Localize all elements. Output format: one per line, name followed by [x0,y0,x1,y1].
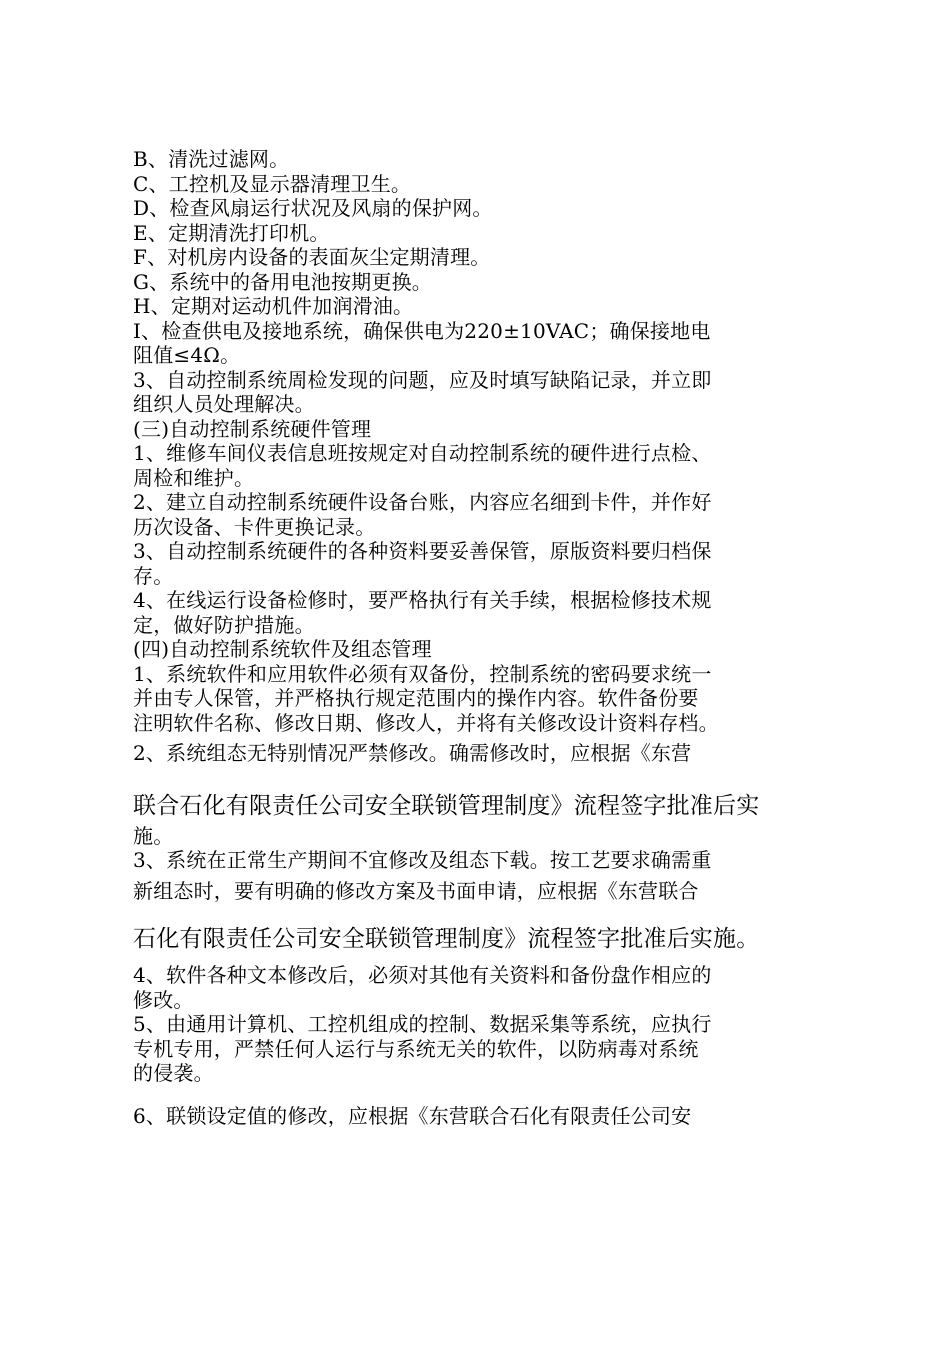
text-line: B、清洗过滤网。 [133,147,290,171]
section-heading: (三)自动控制系统硬件管理 [133,416,372,441]
text-line: E、定期清洗打印机。 [133,220,330,245]
text-line: H、定期对运动机件加润滑油。 [133,294,414,318]
text-line: 注明软件名称、修改日期、修改人，并将有关修改设计资料存档。 [133,710,719,735]
text-line: 3、自动控制系统硬件的各种资料要妥善保管，原版资料要归档保 [133,539,712,563]
text-line: 3、自动控制系统周检发现的问题，应及时填写缺陷记录，并立即 [133,367,712,392]
text-line: 6、联锁设定值的修改，应根据《东营联合石化有限责任公司安 [133,1103,692,1128]
text-line: 并由专人保管，并严格执行规定范围内的操作内容。软件备份要 [133,686,699,710]
text-line: 1、维修车间仪表信息班按规定对自动控制系统的硬件进行点检、 [133,441,712,465]
text-line: 定，做好防护措施。 [133,612,315,637]
text-line: 1、系统软件和应用软件必须有双备份，控制系统的密码要求统一 [133,661,712,686]
text-line: 2、建立自动控制系统硬件设备台账，内容应名细到卡件，并作好 [133,490,712,514]
text-line: C、工控机及显示器清理卫生。 [133,171,412,196]
document-body [133,147,823,1128]
text-line: 石化有限责任公司安全联锁管理制度》流程签字批准后实施。 [133,926,760,952]
text-line: 4、软件各种文本修改后，必须对其他有关资料和备份盘作相应的 [133,963,712,987]
text-line: 联合石化有限责任公司安全联锁管理制度》流程签字批准后实 [133,792,760,819]
text-line: G、系统中的备用电池按期更换。 [133,269,432,294]
text-line: 周检和维护。 [133,465,255,490]
text-line: 施。 [133,823,174,848]
text-line: D、检查风扇运行状况及风扇的保护网。 [133,196,493,220]
text-line: 存。 [133,563,174,588]
text-line: F、对机房内设备的表面灰尘定期清理。 [133,245,491,269]
text-line: 组织人员处理解决。 [133,392,315,416]
text-line: 专机专用，严禁任何人运行与系统无关的软件，以防病毒对系统 [133,1036,699,1061]
text-line: 新组态时，要有明确的修改方案及书面申请，应根据《东营联合 [133,878,699,903]
text-line: 5、由通用计算机、工控机组成的控制、数据采集等系统，应执行 [133,1012,712,1036]
section-heading: (四)自动控制系统软件及组态管理 [133,637,432,661]
text-line: 4、在线运行设备检修时，要严格执行有关手续，根据检修技术规 [133,588,712,612]
text-line: 的侵袭。 [133,1061,214,1085]
text-line: 阻值≤4Ω。 [133,343,241,367]
text-line: 历次设备、卡件更换记录。 [133,514,376,539]
text-line: 2、系统组态无特别情况严禁修改。确需修改时，应根据《东营 [133,741,692,765]
text-line: I、检查供电及接地系统，确保供电为220±10VAC；确保接地电 [133,318,711,343]
text-line: 3、系统在正常生产期间不宜修改及组态下载。按工艺要求确需重 [133,848,712,872]
text-line: 修改。 [133,987,194,1012]
